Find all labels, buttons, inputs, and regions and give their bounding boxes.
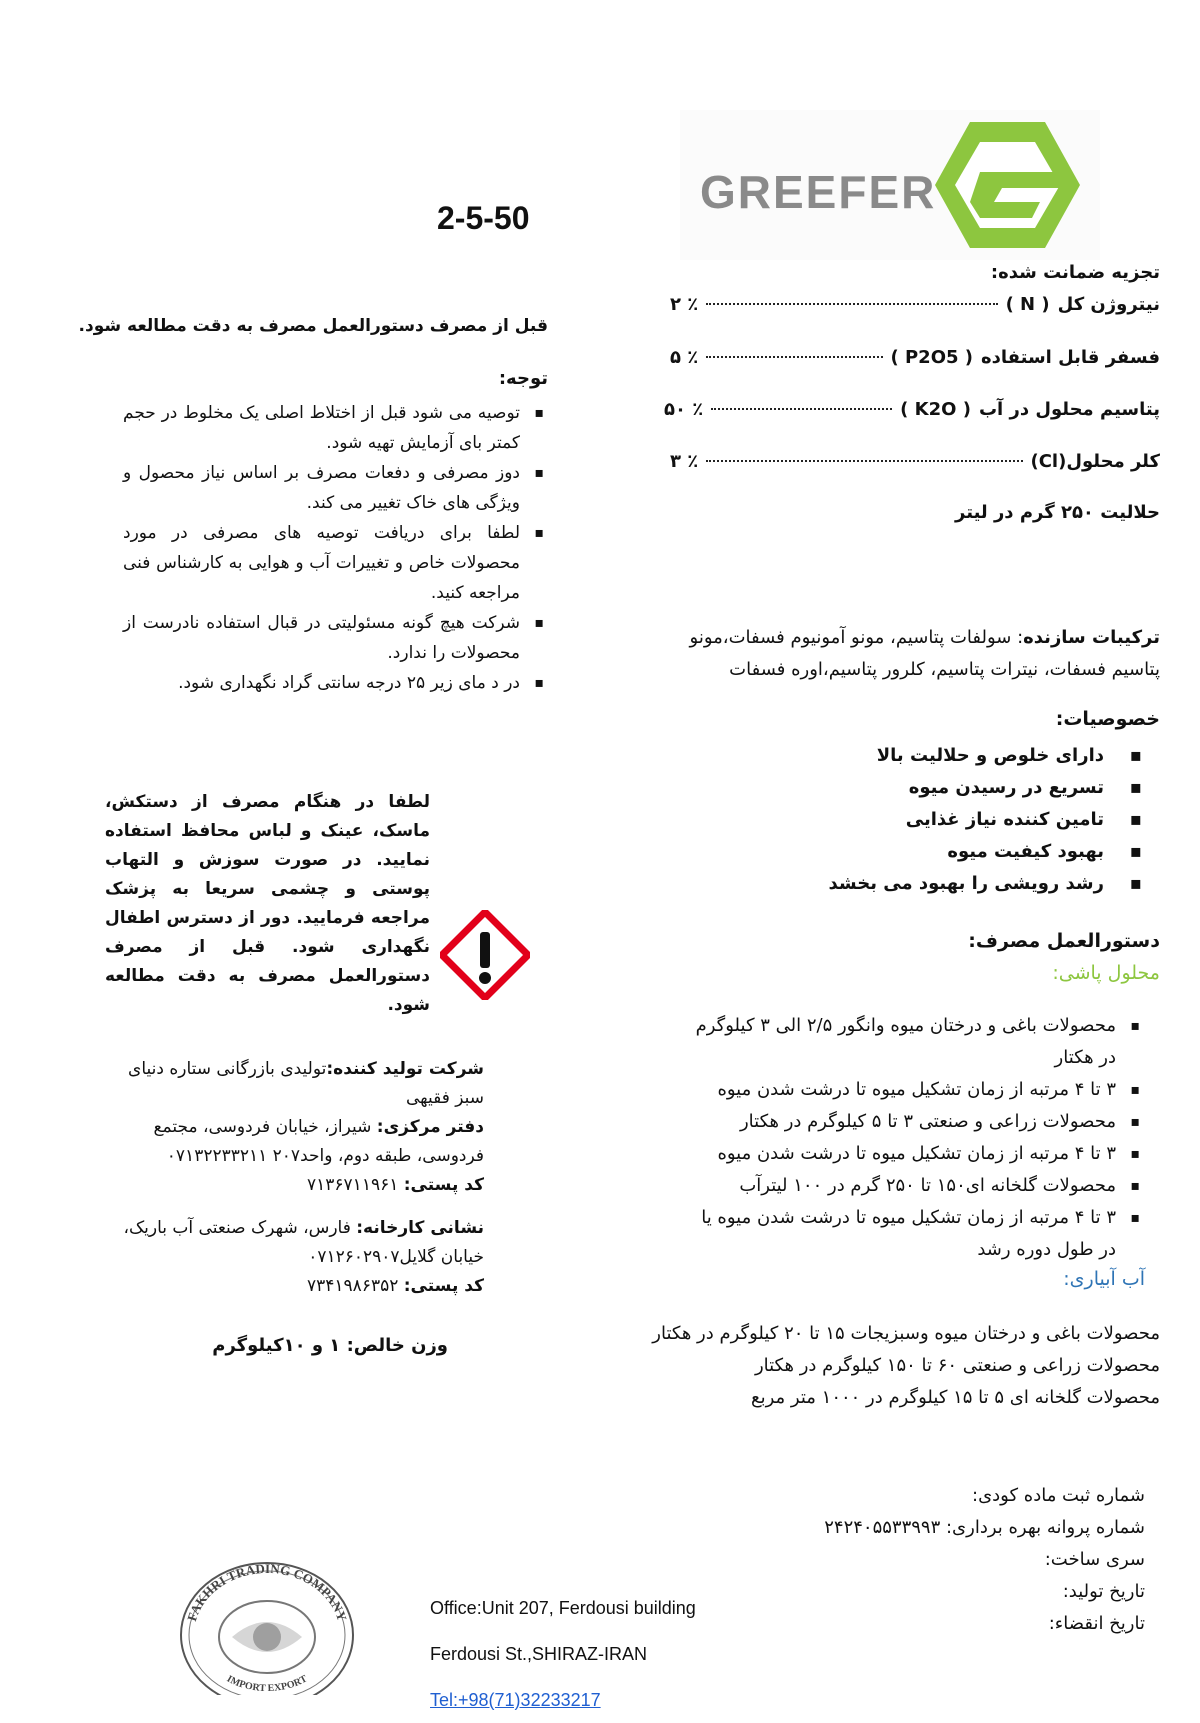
production-date: تاریخ تولید: xyxy=(1062,1581,1145,1602)
spray-item: ▪ محصولات باغی و درختان میوه وانگور ۲/۵ الی ۳ کیلوگرم در هکتار xyxy=(684,1010,1144,1074)
analysis-label: فسفر قابل استفاده xyxy=(981,347,1160,368)
product-code: 2-5-50 xyxy=(437,200,530,236)
office-label: دفتر مرکزی: xyxy=(376,1117,484,1137)
net-weight: وزن خالص: ۱ و ۱۰کیلوگرم xyxy=(212,1335,448,1356)
analysis-row-potassium xyxy=(664,399,1160,420)
spray-item: ▪ ۳ تا ۴ مرتبه از زمان تشکیل میوه تا درشت شدن میوه یا در طول دوره رشد xyxy=(684,1202,1144,1266)
svg-text:FAKHRI TRADING COMPANY xyxy=(184,1561,350,1624)
usage-title: دستورالعمل مصرف: xyxy=(968,930,1160,952)
feature-item: ▪ دارای خلوص و حلالیت بالا xyxy=(876,745,1142,766)
brand-logo xyxy=(680,110,1100,260)
office-value: شیراز، خیابان فردوسی، مجتمع فردوسی، طبقه دوم، واحد۲۰۷ ۰۷۱۳۲۲۳۳۲۱۱ xyxy=(153,1117,484,1166)
producer-label: شرکت تولید کننده: xyxy=(326,1059,484,1079)
brand-logo-graphic xyxy=(680,110,1100,260)
solubility: حلالیت ۲۵۰ گرم در لیتر xyxy=(955,502,1160,523)
note-item: ▪ توصیه می شود قبل از اختلاط اصلی یک مخلوط در حجم کمتر بای آزمایش تهیه شود. xyxy=(123,398,548,458)
analysis-formula: ( K2O ) xyxy=(900,399,971,420)
analysis-value: ٪ ۵ xyxy=(670,347,699,368)
brand-name: GREEFER xyxy=(700,166,937,218)
analysis-row-nitrogen xyxy=(670,294,1160,315)
seal-top-text: FAKHRI TRADING COMPANY xyxy=(184,1560,350,1623)
feature-item: ▪ تامین کننده نیاز غذایی xyxy=(905,809,1142,830)
analysis-label: کلر محلول xyxy=(1066,451,1160,472)
analysis-row-phosphorus xyxy=(670,347,1160,368)
leader-dots xyxy=(706,460,1022,462)
leader-dots xyxy=(711,408,892,410)
footer-address xyxy=(430,1585,696,1723)
note-item: ▪ لطفا برای دریافت توصیه های مصرفی در مورد محصولات خاص و تغییرات آب و هوایی به کارشناس فنی مراجعه کنید. xyxy=(123,518,548,608)
read-first-notice: قبل از مصرف دستورالعمل مصرف به دقت مطالعه شود. xyxy=(78,316,548,336)
postal-label: کد پستی: xyxy=(403,1175,484,1195)
analysis-label: نیتروژن کل xyxy=(1057,294,1160,315)
spray-item: ▪ محصولات زراعی و صنعتی ۳ تا ۵ کیلوگرم در هکتار xyxy=(684,1106,1144,1138)
factory-postal-label: کد پستی: xyxy=(403,1276,484,1296)
analysis-value: ٪ ۳ xyxy=(670,451,699,472)
irrigation-line: محصولات باغی و درختان میوه وسبزیجات ۱۵ تا ۲۰ کیلوگرم در هکتار xyxy=(652,1323,1160,1344)
office-line-2: Ferdousi St.,SHIRAZ-IRAN xyxy=(430,1644,648,1664)
spray-item: ▪ ۳ تا ۴ مرتبه از زمان تشکیل میوه تا درشت شدن میوه xyxy=(684,1074,1144,1106)
spray-item: ▪ محصولات گلخانه ای۱۵۰ تا ۲۵۰ گرم در ۱۰۰ لیترآب xyxy=(684,1170,1144,1202)
irrigation-line: محصولات گلخانه ای ۵ تا ۱۵ کیلوگرم در ۱۰۰۰ متر مربع xyxy=(751,1387,1160,1408)
note-item: ▪ دوز مصرفی و دفعات مصرف بر اساس نیاز محصول و ویژگی های خاک تغییر می کند. xyxy=(123,458,548,518)
leader-dots xyxy=(706,303,997,305)
reg-number: شماره ثبت ماده کودی: xyxy=(972,1485,1145,1506)
spray-item: ▪ ۳ تا ۴ مرتبه از زمان تشکیل میوه تا درشت شدن میوه xyxy=(684,1138,1144,1170)
office-postal xyxy=(104,1171,484,1200)
features-list xyxy=(829,740,1142,900)
notes-list xyxy=(123,398,548,698)
producer xyxy=(104,1055,484,1113)
factory-label: نشانی کارخانه: xyxy=(356,1218,484,1238)
batch-series: سری ساخت: xyxy=(1044,1549,1145,1570)
feature-item: ▪ رشد رویشی را بهبود می بخشد xyxy=(828,873,1142,894)
company-seal xyxy=(172,1555,362,1695)
license-number: شماره پروانه بهره برداری: ۲۴۲۴۰۵۵۳۳۹۹۳ xyxy=(824,1517,1145,1538)
feature-item: ▪ بهبود کیفیت میوه xyxy=(947,841,1142,862)
note-title: توجه: xyxy=(498,368,548,389)
hazard-icon xyxy=(440,910,530,1000)
spray-title: محلول پاشی: xyxy=(1052,962,1160,984)
seal-graphic xyxy=(172,1555,362,1695)
factory-value: فارس، شهرک صنعتی آب باریک، خیابان گلایل۰۷۱۲۶۰۲۹۰۷ xyxy=(123,1218,484,1267)
composition xyxy=(680,622,1160,686)
seal-bottom-text: IMPORT EXPORT xyxy=(224,1673,310,1695)
note-item: ▪ شرکت هیچ گونه مسئولیتی در قبال استفاده نادرست از محصولات را ندارد. xyxy=(123,608,548,668)
irrigation-title: آب آبیاری: xyxy=(1063,1268,1145,1290)
factory-address xyxy=(104,1214,484,1272)
exclamation-icon xyxy=(440,910,530,1000)
analysis-label: پتاسیم محلول در آب xyxy=(978,399,1160,420)
analysis-value: ٪ ۲ xyxy=(670,294,699,315)
note-item: ▪ در د مای زیر ۲۵ درجه سانتی گراد نگهداری شود. xyxy=(123,668,548,698)
analysis-formula: (Cl) xyxy=(1030,451,1067,472)
factory-postal-value: ۷۳۴۱۹۸۶۳۵۲ xyxy=(307,1276,404,1296)
head-office xyxy=(104,1113,484,1171)
irrigation-lines xyxy=(650,1318,1160,1414)
postal-value: ۷۱۳۶۷۱۱۹۶۱ xyxy=(307,1175,404,1195)
analysis-formula: ( N ) xyxy=(1005,294,1050,315)
expiry-date: تاریخ انقضاء: xyxy=(1048,1613,1145,1634)
composition-text: : سولفات پتاسیم، مونو آمونیوم فسفات،مونو پتاسیم فسفات، نیترات پتاسیم، کلرور پتاسیم،اوره فسفات xyxy=(689,627,1160,680)
irrigation-line: محصولات زراعی و صنعتی ۶۰ تا ۱۵۰ کیلوگرم در هکتار xyxy=(754,1355,1160,1376)
safety-warning: لطفا در هنگام مصرف از دستکش، ماسک، عینک و لباس محافظ استفاده نمایید. در صورت سوزش و التهاب پوستی و چشمی سریعا به پزشک مراجعه فرمایید. دور از دسترس اطفال نگهداری شود. قبل از مصرف دستورالعمل مصرف به دقت مطالعه شود. xyxy=(105,792,430,1015)
analysis-row-chlorine xyxy=(670,451,1160,472)
producer-value: تولیدی بازرگانی ستاره دنیای سبز فقیهی xyxy=(128,1059,484,1108)
phone-link[interactable]: Tel:+98(71)32233217 xyxy=(430,1690,601,1710)
composition-title: ترکیبات سازنده xyxy=(1023,627,1160,648)
analysis-formula: ( P2O5 ) xyxy=(890,347,974,368)
analysis-value: ٪ ۵۰ xyxy=(664,399,704,420)
office-line-1: Office:Unit 207, Ferdousi building xyxy=(430,1598,696,1618)
feature-item: ▪ تسریع در رسیدن میوه xyxy=(908,777,1142,798)
svg-text:IMPORT EXPORT xyxy=(225,1673,310,1694)
leader-dots xyxy=(706,356,882,358)
registration-block xyxy=(824,1480,1145,1640)
spray-list xyxy=(684,1010,1144,1266)
factory-postal xyxy=(104,1272,484,1301)
features-title: خصوصیات: xyxy=(1055,708,1160,730)
company-info xyxy=(104,1055,484,1301)
analysis-title: تجزیه ضمانت شده: xyxy=(990,262,1160,283)
